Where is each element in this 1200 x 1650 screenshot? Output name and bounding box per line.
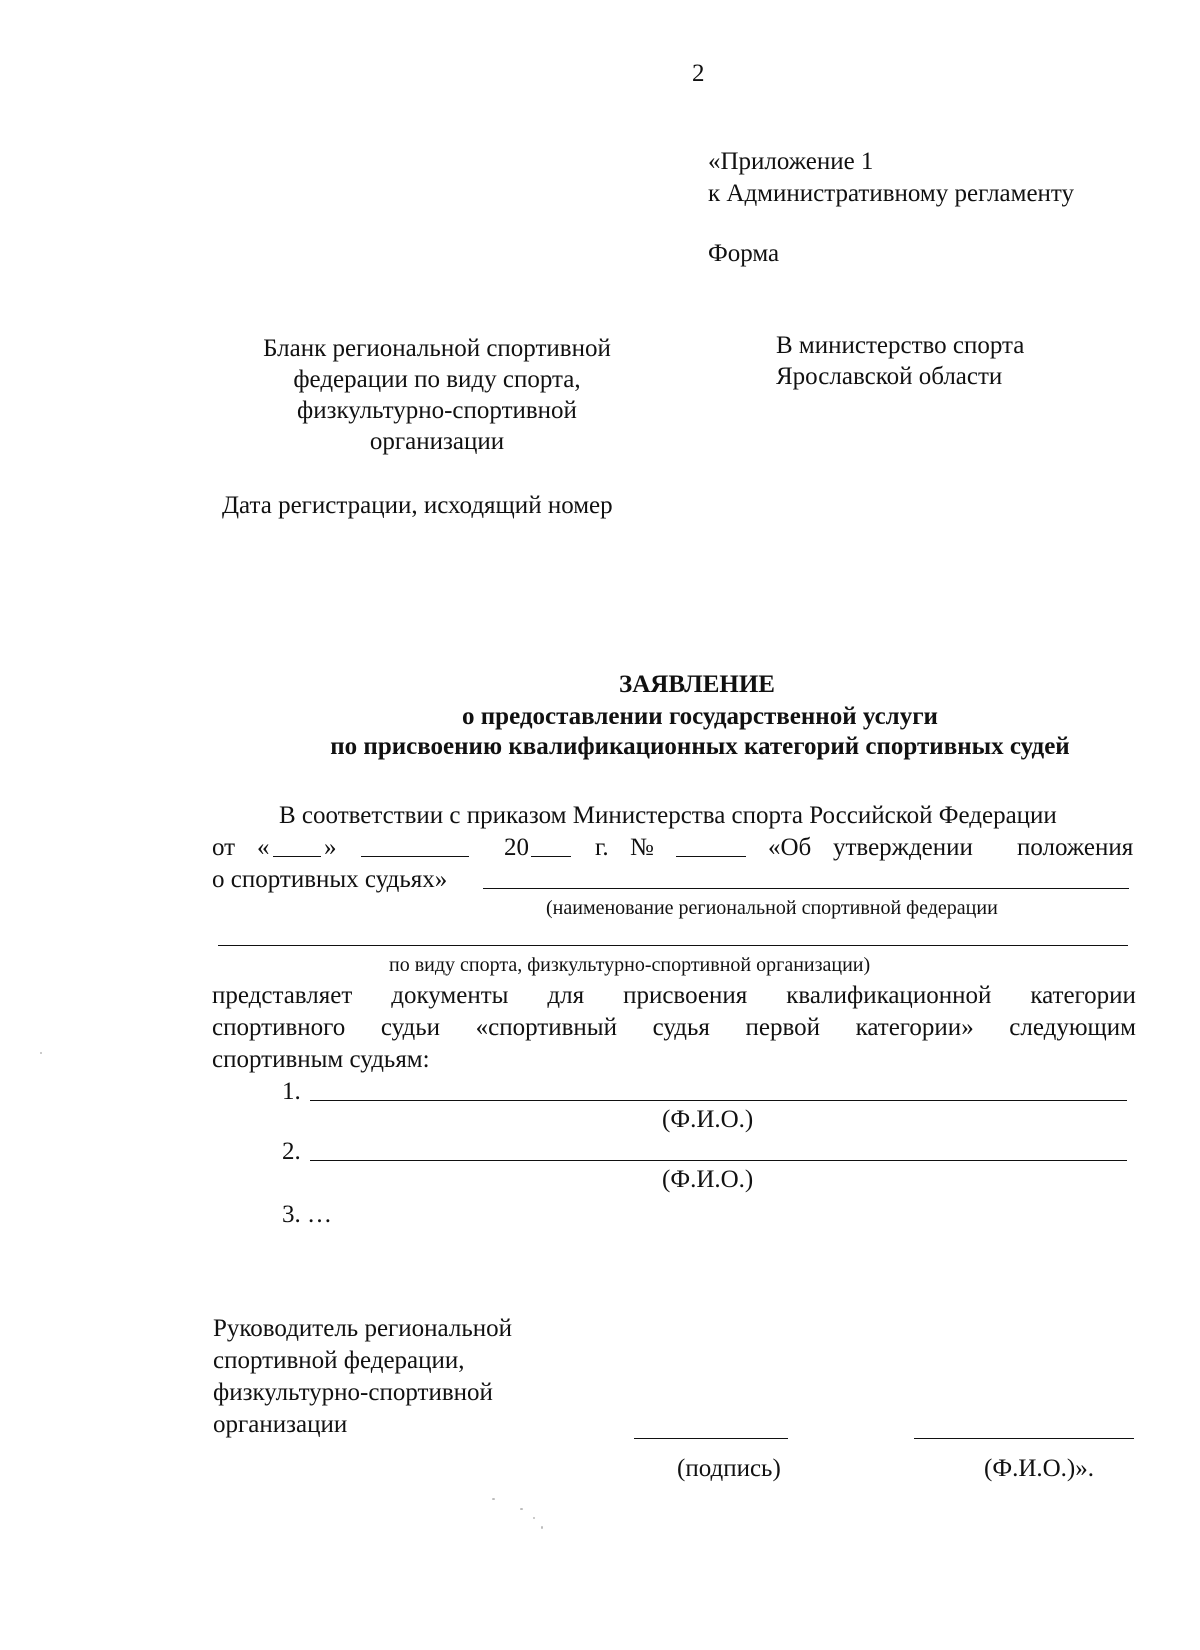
body-g: г. xyxy=(595,834,609,861)
body-line-5 xyxy=(212,1012,1136,1043)
body-line-4-word: для xyxy=(547,982,585,1009)
appendix-line-2: к Административному регламенту xyxy=(708,180,1075,207)
list-item-2-number: 2. xyxy=(282,1138,301,1165)
signatory-fio-hint: (Ф.И.О.)». xyxy=(984,1455,1095,1482)
judge-2-fio-hint: (Ф.И.О.) xyxy=(662,1166,754,1193)
year-blank[interactable] xyxy=(531,856,571,857)
body-year: 20 xyxy=(504,834,529,861)
signatory-line-4: организации xyxy=(213,1411,348,1438)
scan-speck xyxy=(40,1052,42,1054)
body-line-5-word: судьи xyxy=(380,1014,441,1041)
scan-speck xyxy=(541,1526,543,1529)
body-line-4-word: присвоения xyxy=(623,982,748,1009)
addressee-line-1: В министерство спорта xyxy=(776,332,1025,359)
body-utverzhdenii: утверждении xyxy=(833,834,973,861)
document-subtitle-2: по присвоению квалификационных категорий спортивных судей xyxy=(330,733,1070,760)
body-line-5-word: «спортивный xyxy=(475,1014,617,1041)
body-line-6: спортивным судьям: xyxy=(212,1046,430,1073)
document-title: ЗАЯВЛЕНИЕ xyxy=(619,671,775,698)
list-item-1-number: 1. xyxy=(282,1078,301,1105)
body-line-5-word: категории» xyxy=(855,1014,974,1041)
registration-label: Дата регистрации, исходящий номер xyxy=(222,492,613,519)
letterhead-line-3: физкультурно-спортивной xyxy=(297,397,577,424)
signature-hint: (подпись) xyxy=(677,1455,781,1482)
body-quote-open: « xyxy=(257,834,270,861)
signatory-line-1: Руководитель региональной xyxy=(213,1315,512,1342)
body-line-4-word: представляет xyxy=(212,982,353,1009)
body-line-5-word: спортивного xyxy=(212,1014,346,1041)
letterhead-line-2: федерации по виду спорта, xyxy=(293,366,581,393)
scan-speck xyxy=(520,1508,523,1510)
signatory-line-2: спортивной федерации, xyxy=(213,1347,465,1374)
judge-1-name-blank[interactable] xyxy=(310,1100,1127,1101)
scan-speck xyxy=(492,1498,495,1500)
body-line-1: В соответствии с приказом Министерства спорта Российской Федерации xyxy=(279,802,1057,829)
federation-hint-2: по виду спорта, физкультурно-спортивной организации) xyxy=(389,954,871,976)
order-number-blank[interactable] xyxy=(676,856,746,857)
judge-2-name-blank[interactable] xyxy=(310,1160,1127,1161)
letterhead-line-1: Бланк региональной спортивной xyxy=(263,335,611,362)
addressee-line-2: Ярославской области xyxy=(776,363,1003,390)
body-line-4 xyxy=(212,980,1136,1011)
body-line-4-word: категории xyxy=(1030,982,1136,1009)
federation-name-blank-2[interactable] xyxy=(218,945,1128,946)
body-quote-close: » xyxy=(324,834,337,861)
appendix-header xyxy=(708,146,1074,210)
appendix-line-1: «Приложение 1 xyxy=(708,148,874,175)
addressee-block xyxy=(776,330,1024,392)
body-line-5-word: следующим xyxy=(1009,1014,1136,1041)
body-number-sign: № xyxy=(630,834,654,861)
signatory-fio-blank[interactable] xyxy=(914,1438,1134,1439)
day-blank[interactable] xyxy=(273,856,321,857)
page-number: 2 xyxy=(692,60,705,87)
letterhead-line-4: организации xyxy=(369,428,505,455)
scan-speck xyxy=(533,1517,535,1519)
body-polozheniya: положения xyxy=(1017,834,1134,861)
letterhead-block xyxy=(222,333,652,457)
body-ob: «Об xyxy=(768,834,812,861)
body-ot: от xyxy=(212,834,236,861)
federation-hint-1: (наименование региональной спортивной федерации xyxy=(546,897,998,919)
body-line-4-word: квалификационной xyxy=(786,982,992,1009)
signatory-line-3: физкультурно-спортивной xyxy=(213,1379,493,1406)
body-line-4-word: документы xyxy=(391,982,509,1009)
body-line-3: о спортивных судьях» xyxy=(212,866,448,893)
body-line-5-word: судья xyxy=(652,1014,710,1041)
signature-blank[interactable] xyxy=(634,1438,788,1439)
list-item-3: 3. … xyxy=(282,1201,332,1228)
form-label: Форма xyxy=(708,240,780,267)
judge-1-fio-hint: (Ф.И.О.) xyxy=(662,1106,754,1133)
month-blank[interactable] xyxy=(361,856,469,857)
body-line-5-word: первой xyxy=(745,1014,820,1041)
document-subtitle-1: о предоставлении государственной услуги xyxy=(462,703,938,730)
federation-name-blank[interactable] xyxy=(483,888,1129,889)
